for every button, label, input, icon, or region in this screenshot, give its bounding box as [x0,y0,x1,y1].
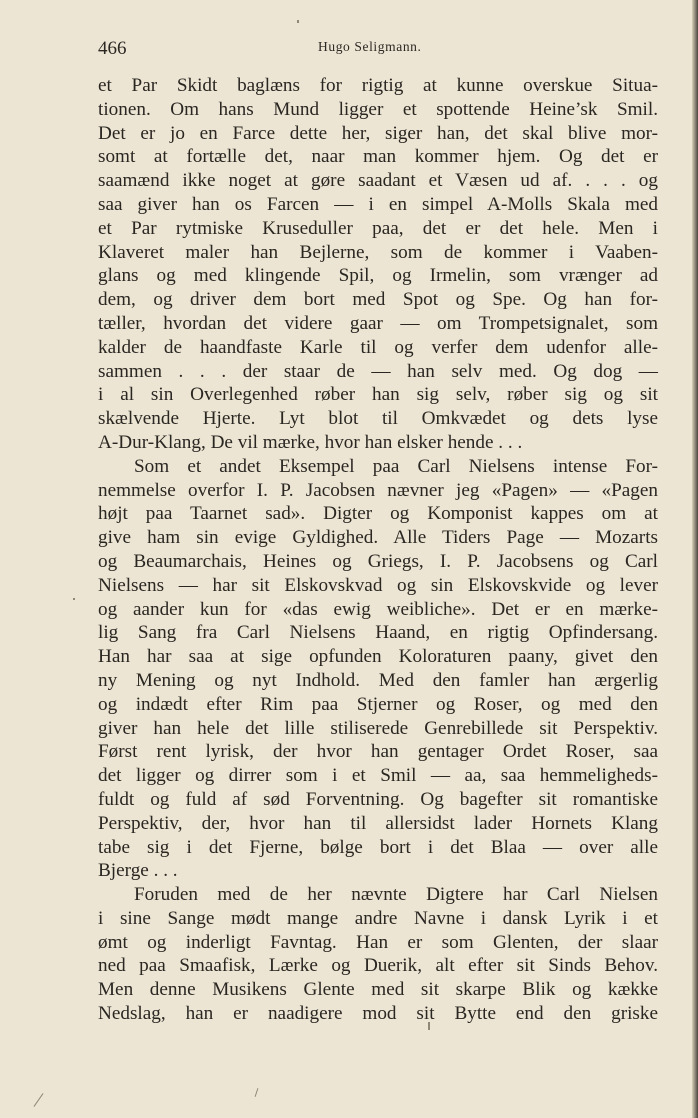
paper-speck [73,598,75,600]
text-line: Han har saa at sige opfunden Koloraturen paany, givet den [98,646,658,668]
text-line: Perspektiv, der, hvor han til allersidst lader Hornets Klang [98,812,658,834]
text-line: tæller, hvordan det videre gaar — om Trompetsignalet, som [98,312,658,334]
text-line: Først rent lyrisk, der hvor han gentager Ordet Roser, saa [98,741,658,763]
page-edge-shadow [692,0,698,1118]
text-line: saamænd ikke noget at gøre saadant et Væsen ud af. . . . og [98,170,658,192]
paper-speck [297,20,299,23]
text-line: og indædt efter Rim paa Stjerner og Roser, og med den [98,693,658,715]
text-line: giver han hele det lille stiliserede Genrebillede sit Perspektiv. [98,717,658,739]
text-line: Det er jo en Farce dette her, siger han, det skal blive mor- [98,122,658,144]
text-line: fuldt og fuld af sød Forventning. Og bagefter sit romantiske [98,788,658,810]
text-line: dem, og driver dem bort med Spot og Spe. Og han for- [98,289,658,311]
text-line: højt paa Taarnet sad». Digter og Komponist kappes om at [98,503,658,525]
paper-speck [34,1093,44,1107]
text-line: somt at fortælle det, naar man kommer hjem. Og det er [98,146,658,168]
text-line: A-Dur-Klang, De vil mærke, hvor han elsker hende . . . [98,431,523,453]
text-line: Nielsens — har sit Elskovskvad og sin Elskovskvide og lever [98,574,658,596]
text-line: Foruden med de her nævnte Digtere har Carl Nielsen [134,884,658,906]
text-line: kalder de haandfaste Karle til og verfer dem udenfor alle- [98,336,658,358]
text-line: ømt og inderligt Favntag. Han er som Glenten, der slaar [98,931,658,953]
body-text [98,74,658,1026]
text-line: i al sin Overlegenhed røber han sig selv, røber sig og sit [98,384,658,406]
text-line: Klaveret maler han Bejlerne, som de kommer i Vaaben- [98,241,658,263]
text-line: og Beaumarchais, Heines og Griegs, I. P. Jacobsens og Carl [98,550,658,572]
text-line: i sine Sange mødt mange andre Navne i dansk Lyrik i et [98,907,658,929]
text-line: et Par rytmiske Kruseduller paa, det er det hele. Men i [98,217,658,239]
text-line: Bjerge . . . [98,860,178,882]
text-line: ny Mening og nyt Indhold. Med den famler han ærgerlig [98,669,658,691]
text-line: Som et andet Eksempel paa Carl Nielsens intense For- [134,455,658,477]
text-line: ned paa Smaafisk, Lærke og Duerik, alt efter sit Sinds Behov. [98,955,658,977]
page-number: 466 [98,38,127,59]
text-line: give ham sin evige Gyldighed. Alle Tiders Page — Mozarts [98,527,658,549]
text-line: Nedslag, han er naadigere mod sit Bytte end den griske [98,1003,658,1025]
text-line: nemmelse overfor I. P. Jacobsen nævner jeg «Pagen» — «Pagen [98,479,658,501]
text-line: tabe sig i det Fjerne, bølge bort i det Blaa — over alle [98,836,658,858]
text-line: skælvende Hjerte. Lyt blot til Omkvædet og dets lyse [98,408,658,430]
running-title: Hugo Seligmann. [318,39,422,54]
text-line: Men denne Musikens Glente med sit skarpe Blik og kække [98,979,658,1001]
text-line: tionen. Om hans Mund ligger et spottende Heine’sk Smil. [98,98,658,120]
text-line: og aander kun for «das ewig weibliche». Det er en mærke- [98,598,658,620]
text-line: saa giver han os Farcen — i en simpel A-Molls Skala med [98,193,658,215]
text-line: glans og med klingende Spil, og Irmelin, som vrænger ad [98,265,658,287]
running-head [98,38,658,62]
text-line: sammen . . . der staar de — han selv med. Og dog — [98,360,658,382]
text-line: et Par Skidt baglæns for rigtig at kunne overskue Situa- [98,75,658,96]
text-line: lig Sang fra Carl Nielsens Haand, en rigtig Opfindersang. [98,622,658,644]
text-line: det ligger og dirrer som i et Smil — aa, saa hemmeligheds- [98,765,658,787]
paper-speck [255,1088,259,1097]
